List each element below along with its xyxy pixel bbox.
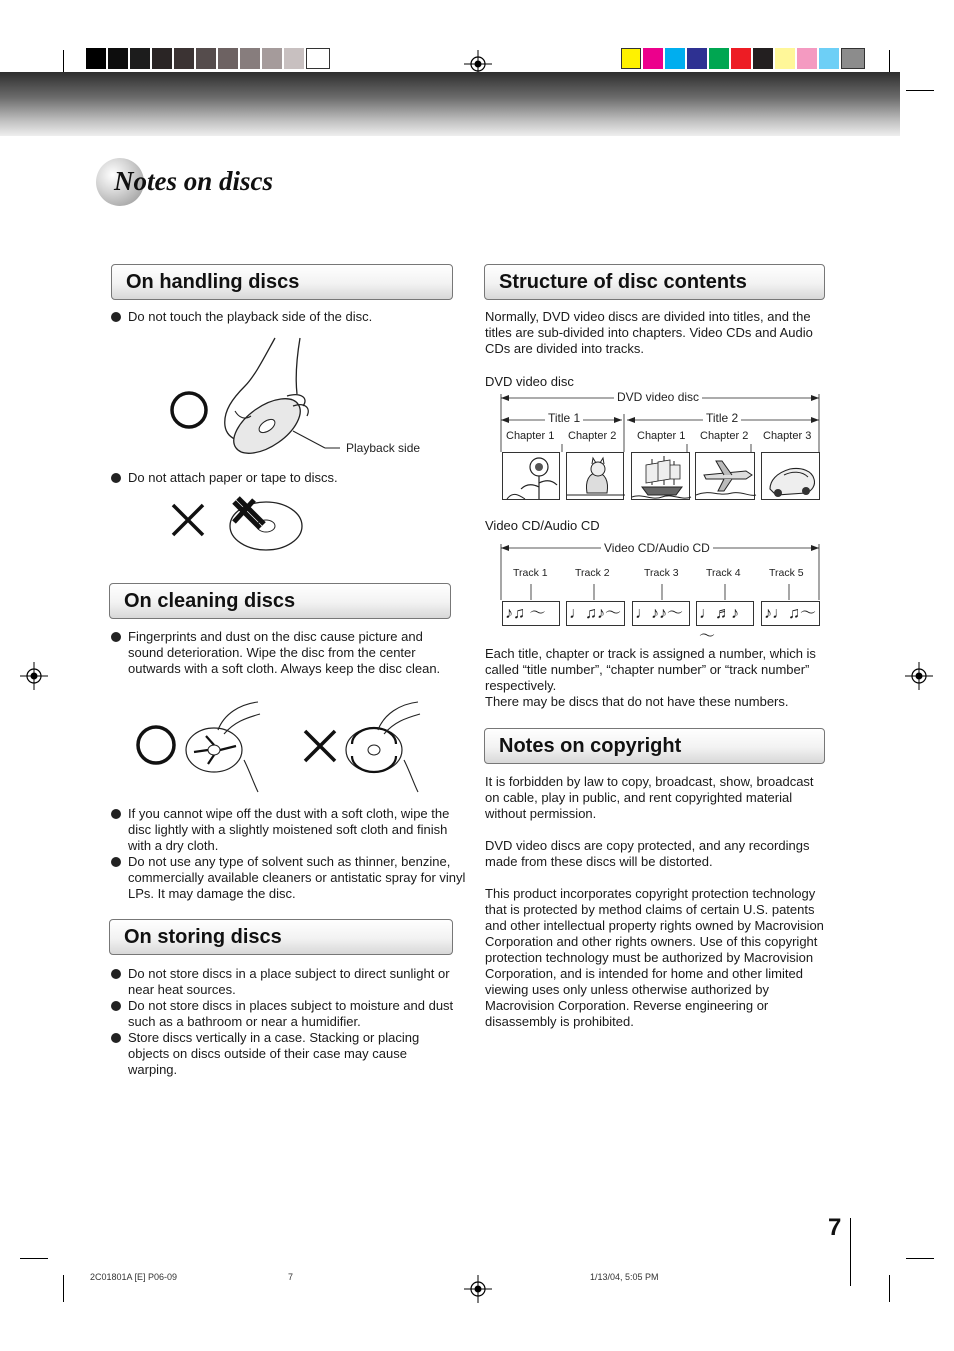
track-label: Track 4 xyxy=(706,567,741,579)
section-heading-cleaning: On cleaning discs xyxy=(109,583,451,619)
chapter-thumbnail-flower xyxy=(502,452,560,500)
dvd-diagram-label: DVD video disc xyxy=(485,374,574,389)
registration-mark-icon xyxy=(464,1275,492,1303)
storing-bullet-1: Do not store discs in a place subject to direct sunlight or near heat sources. xyxy=(111,966,468,998)
handling-bullet-1: Do not touch the playback side of the disc. xyxy=(111,309,468,325)
copyright-paragraph-2: DVD video discs are copy protected, and any recordings made from these discs will be distorted. xyxy=(485,838,810,869)
structure-intro: Normally, DVD video discs are divided into titles, and the titles are sub-divided into chapters. Video CDs and Audio CDs are divided into tracks. xyxy=(485,309,813,356)
title-2-label: Title 2 xyxy=(703,412,741,425)
storing-bullet-3: Store discs vertically in a case. Stacking or placing objects on discs outside of their case may cause warping. xyxy=(111,1030,454,1078)
track-music-icon: ♪♫ ～ xyxy=(502,601,560,626)
gray-calibration-bar xyxy=(86,48,331,69)
color-calibration-bar xyxy=(621,48,867,69)
disc-with-tape-icon xyxy=(226,496,306,554)
copyright-paragraph-3: This product incorporates copyright protection technology that is protected by method claims of certain U.S. patents and other intellectual property rights owned by Macrovision Corporation and other rights owners. Use of this copyright protection technology must be authorized by Macrovision Corporation, and is intended for home and other limited viewing uses only unless otherwise authorized by Macrovision Corporation. Reverse engineering or disassembly is prohibited. xyxy=(485,886,824,1029)
gray-swatch xyxy=(240,48,260,69)
circular-wipe-illustration xyxy=(342,700,424,792)
chapter-label: Chapter 1 xyxy=(637,430,686,442)
dvd-bar-label: DVD video disc xyxy=(614,391,702,404)
gray-swatch xyxy=(174,48,194,69)
gray-swatch xyxy=(108,48,128,69)
registration-mark-icon xyxy=(905,662,933,690)
track-music-icon: ♩♪♪～ xyxy=(632,601,690,626)
cleaning-bullet-3: Do not use any type of solvent such as thinner, benzine, commercially available cleaners or antistatic spray for vinyl LPs. It may damage the disc. xyxy=(111,854,468,902)
section-heading-storing: On storing discs xyxy=(109,919,453,955)
page-number: 7 xyxy=(828,1214,842,1241)
section-heading-copyright: Notes on copyright xyxy=(484,728,825,764)
crop-mark xyxy=(20,1258,48,1259)
radial-wipe-illustration xyxy=(184,700,266,792)
gray-swatch xyxy=(218,48,238,69)
crop-mark xyxy=(889,1275,890,1302)
color-swatch xyxy=(775,48,795,69)
track-label: Track 2 xyxy=(575,567,610,579)
vcd-bar-label: Video CD/Audio CD xyxy=(601,542,713,555)
hand-holding-disc-icon xyxy=(215,336,340,456)
structure-outro-1: Each title, chapter or track is assigned a number, which is called “title number”, “chapter number” or “track number” respectively. xyxy=(485,646,816,693)
track-music-icon: ♩♫♪～ xyxy=(566,601,625,626)
chapter-label: Chapter 1 xyxy=(506,430,555,442)
chapter-thumbnail-plane xyxy=(695,452,755,500)
color-swatch xyxy=(797,48,817,69)
header-band xyxy=(0,72,900,136)
chapter-thumbnail-cat xyxy=(566,452,624,500)
gray-swatch xyxy=(196,48,216,69)
structure-outro-2: There may be discs that do not have these numbers. xyxy=(485,694,789,709)
color-swatch xyxy=(665,48,685,69)
ok-circle-icon xyxy=(135,724,179,768)
color-swatch xyxy=(841,48,865,69)
page-number-rule xyxy=(850,1218,851,1286)
title-1-label: Title 1 xyxy=(545,412,583,425)
chapter-label: Chapter 2 xyxy=(568,430,617,442)
cleaning-bullet-1: Fingerprints and dust on the disc cause picture and sound deterioration. Wipe the disc from the center outwards with a soft cloth. Always keep the disc clean. xyxy=(111,629,454,677)
gray-swatch xyxy=(86,48,106,69)
no-cross-icon xyxy=(170,502,206,538)
track-label: Track 5 xyxy=(769,567,804,579)
copyright-paragraph-1: It is forbidden by law to copy, broadcast, show, broadcast on cable, play in public, and rent copyrighted material without permission. xyxy=(485,774,814,821)
color-swatch xyxy=(621,48,641,69)
page-title: Notes on discs xyxy=(114,166,274,196)
crop-mark xyxy=(906,1258,934,1259)
section-heading-handling: On handling discs xyxy=(111,264,453,300)
footer-timestamp: 1/13/04, 5:05 PM xyxy=(590,1272,659,1282)
color-swatch xyxy=(709,48,729,69)
section-heading-structure: Structure of disc contents xyxy=(484,264,825,300)
cleaning-bullet-2: If you cannot wipe off the dust with a soft cloth, wipe the disc lightly with a slightly moistened soft cloth and finish with a dry cloth. xyxy=(111,806,468,854)
vcd-diagram-label: Video CD/Audio CD xyxy=(485,518,600,533)
chapter-label: Chapter 2 xyxy=(700,430,749,442)
track-label: Track 3 xyxy=(644,567,679,579)
color-swatch xyxy=(687,48,707,69)
color-swatch xyxy=(819,48,839,69)
chapter-thumbnail-car xyxy=(761,452,820,500)
playback-side-label: Playback side xyxy=(346,441,421,455)
gray-swatch xyxy=(130,48,150,69)
handling-bullet-2: Do not attach paper or tape to discs. xyxy=(111,470,468,486)
crop-mark xyxy=(906,90,934,91)
track-music-icon: ♩♬♪～ xyxy=(696,601,754,626)
gray-swatch xyxy=(284,48,304,69)
chapter-thumbnail-ship xyxy=(631,452,690,500)
color-swatch xyxy=(753,48,773,69)
storing-bullet-2: Do not store discs in places subject to moisture and dust such as a bathroom or near a humidifier. xyxy=(111,998,458,1030)
gray-swatch xyxy=(306,48,330,69)
ok-circle-icon xyxy=(168,390,210,432)
color-swatch xyxy=(643,48,663,69)
color-swatch xyxy=(731,48,751,69)
footer-file-code: 2C01801A [E] P06-09 xyxy=(90,1272,178,1282)
track-music-icon: ♪♩♫～ xyxy=(761,601,820,626)
chapter-label: Chapter 3 xyxy=(763,430,812,442)
gray-swatch xyxy=(152,48,172,69)
registration-mark-icon xyxy=(20,662,48,690)
gray-swatch xyxy=(262,48,282,69)
no-cross-icon xyxy=(302,728,338,764)
track-label: Track 1 xyxy=(513,567,548,579)
footer-page: 7 xyxy=(288,1272,294,1282)
crop-mark xyxy=(63,1275,64,1302)
